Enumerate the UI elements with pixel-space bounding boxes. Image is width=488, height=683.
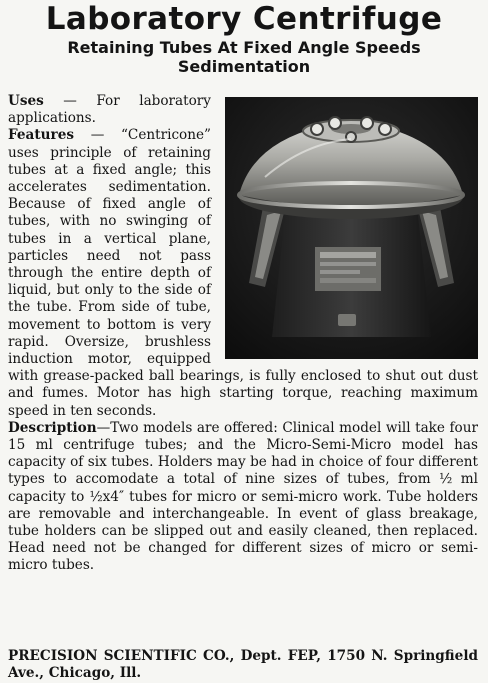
page-subtitle [0, 38, 488, 76]
centrifuge-illustration [225, 97, 478, 359]
uses-text: — For laboratory applications. [8, 93, 211, 127]
features-label: Features [8, 127, 74, 144]
centrifuge-photo [225, 97, 478, 359]
company-address: PRECISION SCIENTIFIC CO., Dept. FEP, 1750 N. Springfield Ave., Chicago, Ill. [8, 648, 478, 682]
uses-label: Uses [8, 93, 44, 109]
description-text: —Two models are offered: Clinical model will take four 15 ml centrifuge tubes; and the Micro-Semi-Micro model has capacity of six tubes. Holders may be had in choice of four different types to accomodate a total of nine sizes of tubes, from ½ ml capacity to ½x4″ tubes for micro or semi-micro work. Tube holders are removable and interchangeable. In event of glass breakage, tube holders can be slipped out and easily cleaned, then replaced. Head need not be changed for different sizes of micro or semi-micro tubes. [8, 419, 478, 574]
page-title: Laboratory Centrifuge [45, 1, 443, 37]
features-text: — “Centricone” uses principle of retaining tubes at a fixed angle; this accelerates sedimentation. Because of fixed angle of tubes, with no swinging of tubes in a vertical plane, particles need not pass through the entire depth of liquid, but only to the side of the tube. From side of tube, movement to bottom is very rapid. Oversize, brushless induction motor, equipped with grease-packed ball bearings, is fully enclosed to shut out dust and fumes. Motor has high starting torque, reaching maximum speed in ten seconds. [8, 127, 478, 419]
article-body [8, 93, 478, 575]
subtitle-line-2: Sedimentation [177, 57, 311, 76]
description-label: Description [8, 419, 97, 436]
subtitle-line-1: Retaining Tubes At Fixed Angle Speeds [67, 38, 421, 57]
